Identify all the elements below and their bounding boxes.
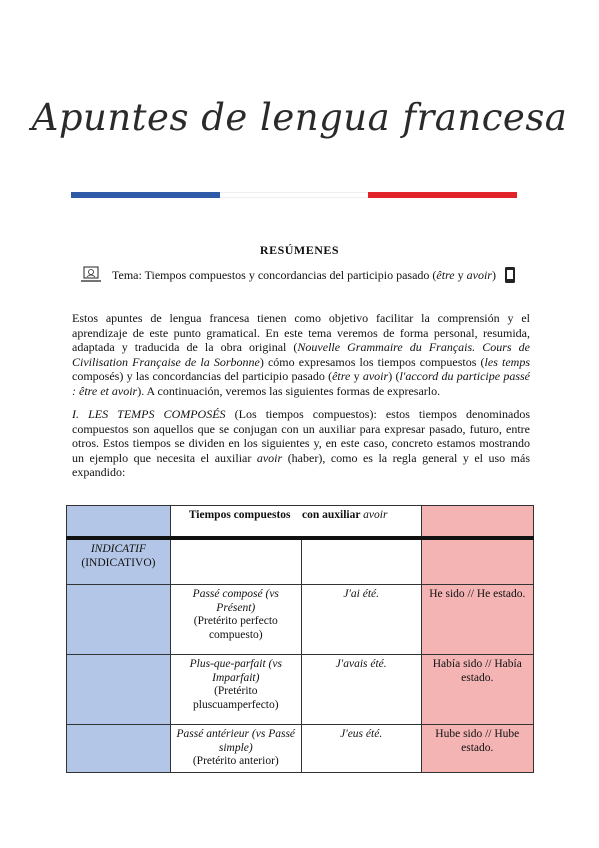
mood-cell xyxy=(67,538,171,585)
french-example: J'avais été. xyxy=(301,655,421,725)
intro-avoir: avoir xyxy=(362,369,389,384)
empty-cell xyxy=(301,538,421,585)
table-header-row xyxy=(67,506,534,539)
mood-label: INDICATIF xyxy=(90,543,146,555)
section1-heading: I. LES TEMPS COMPOSÉS xyxy=(72,407,226,421)
laptop-icon xyxy=(80,266,102,284)
header-cell-blue xyxy=(67,506,171,539)
empty-cell xyxy=(170,538,301,585)
intro-paragraph xyxy=(72,311,530,399)
header-title xyxy=(170,506,421,539)
topic-etre: être xyxy=(436,267,455,282)
french-example: J'ai été. xyxy=(301,585,421,655)
flag-blue xyxy=(71,192,220,198)
intro-text-5: ) ( xyxy=(388,369,400,384)
spanish-translation: Hube sido // Hube estado. xyxy=(421,725,533,773)
section1-text-1: (Los tiempos compuestos): estos tiempos denominados compuestos son aquellos que se conjugan con un auxiliar para expresar pasado, futuro, entre otros. Estos tiempos se dividen en los siguientes y, en este caso, concreto estamos mostrando un ejemplo que necesita el auxiliar xyxy=(72,407,530,465)
topic-y: y xyxy=(454,267,467,282)
blue-cell xyxy=(67,725,171,773)
phone-icon xyxy=(504,266,516,284)
table-row xyxy=(67,538,534,585)
section-heading: RESÚMENES xyxy=(259,243,340,257)
accord-phrase: l'accord du participe passé : être et avoir xyxy=(72,369,531,398)
topic-line xyxy=(80,262,540,288)
intro-text-1: Estos apuntes de lengua francesa tienen como objetivo facilitar la comprensión y el aprendizaje de este punto gramatical. En este tema veremos de forma personal, resumida, adaptada y traducida de la obra original ( xyxy=(72,311,530,355)
topic-suffix: ) xyxy=(491,267,496,282)
les-temps: les temps xyxy=(484,354,530,369)
tense-name: Passé antérieur (vs Passé simple) xyxy=(176,728,296,754)
topic-prefix: Tema: Tiempos compuestos y concordancias del participio pasado ( xyxy=(112,267,437,282)
topic-avoir: avoir xyxy=(466,267,492,282)
blue-cell xyxy=(67,655,171,725)
header-cell-pink xyxy=(421,506,533,539)
tense-name-es: (Pretérito anterior) xyxy=(192,755,279,767)
document-title: Apuntes de lengua francesa xyxy=(31,96,568,139)
empty-cell xyxy=(421,538,533,585)
conjugation-table xyxy=(66,505,534,773)
header-italic: avoir xyxy=(363,509,388,521)
tense-cell xyxy=(170,725,301,773)
flag-red xyxy=(368,192,517,198)
table-row xyxy=(67,585,534,655)
spanish-translation: He sido // He estado. xyxy=(421,585,533,655)
table-row xyxy=(67,725,534,773)
book-title: Nouvelle Grammaire du Français. Cours de Civilisation Française de la Sorbonne xyxy=(72,340,530,369)
intro-text-2: ) cómo expresamos los tiempos compuestos ( xyxy=(259,354,485,369)
header-bold: Tiempos compuestos con auxiliar xyxy=(188,509,364,521)
intro-text-4: y xyxy=(350,369,363,384)
section1-text-2: (haber), como es la regla general y el uso más expandido: xyxy=(72,450,530,480)
intro-text-3: composés) y las concordancias del participio pasado ( xyxy=(72,369,333,384)
tense-cell xyxy=(170,655,301,725)
table-row xyxy=(67,655,534,725)
blue-cell xyxy=(67,585,171,655)
tense-name-es: (Pretérito pluscuamperfecto) xyxy=(193,685,279,711)
tense-cell xyxy=(170,585,301,655)
flag-white xyxy=(220,192,369,198)
french-flag-bar xyxy=(71,192,517,198)
intro-text-6: ). A continuación, veremos las siguientes formas de expresarlo. xyxy=(137,383,441,398)
french-example: J'eus été. xyxy=(301,725,421,773)
tense-name: Plus-que-parfait (vs Imparfait) xyxy=(189,658,282,684)
tense-name: Passé composé (vs Présent) xyxy=(192,588,279,614)
intro-etre: être xyxy=(332,369,351,384)
spanish-translation: Había sido // Había estado. xyxy=(421,655,533,725)
tense-name-es: (Pretérito perfecto compuesto) xyxy=(193,615,278,641)
section1-avoir: avoir xyxy=(256,450,283,465)
mood-label-es: (INDICATIVO) xyxy=(81,556,156,569)
section1-paragraph xyxy=(72,407,530,480)
